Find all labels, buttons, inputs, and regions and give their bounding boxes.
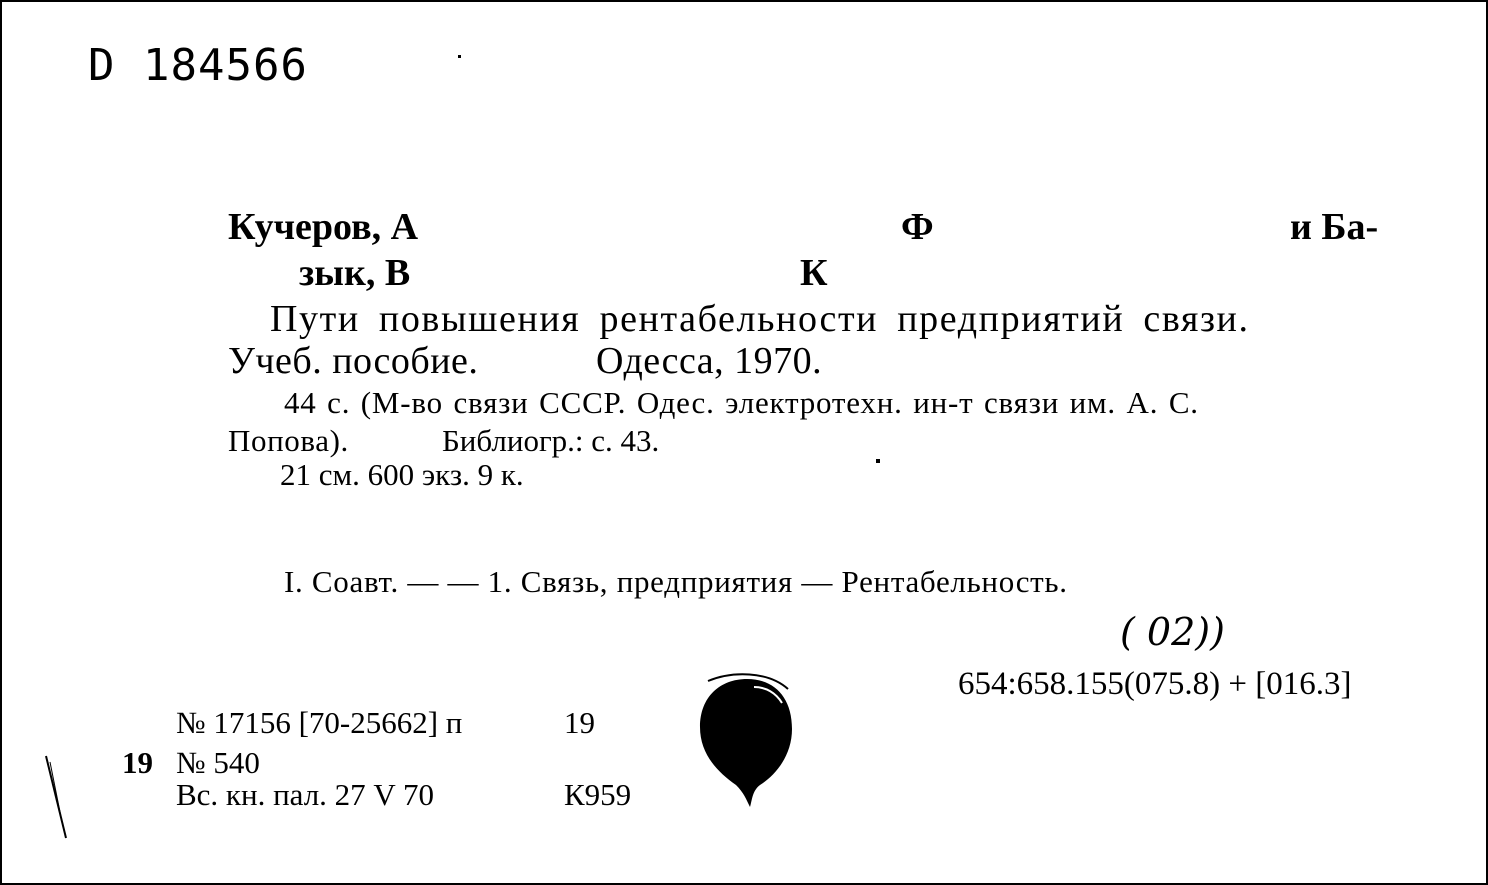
footer-line-3-right: К959 [564, 777, 632, 812]
classification-number: 654:658.155(075.8) + [016.3] [958, 666, 1352, 702]
author-heading: Кучеров, А [228, 206, 419, 248]
place-year: Одесса, 1970. [596, 340, 823, 382]
coauthor-continuation: зык, В [299, 252, 411, 294]
speck-1 [458, 55, 461, 58]
handwritten-note: ( 02)) [1120, 610, 1225, 654]
footer-line-1-right: 19 [564, 705, 595, 740]
title-line-1: Пути повышения рентабельности предприятий связи. [270, 298, 1250, 340]
coauthor-heading: и Ба- [1290, 206, 1379, 248]
footer-line-2-text: № 540 [176, 745, 260, 780]
speck-2 [876, 459, 880, 463]
physical-description-2b: Библиогр.: с. 43. [442, 423, 660, 458]
tracings: I. Соавт. — — 1. Связь, предприятия — Рентабельность. [284, 564, 1068, 599]
physical-description-1: 44 с. (М-во связи СССР. Одес. электротехн. ин-т связи им. А. С. [284, 385, 1199, 420]
ink-blot-icon [692, 667, 802, 812]
call-number: D 184566 [88, 40, 308, 91]
footer-line-2-prefix: 19 [122, 745, 153, 780]
footer-line-3-left: Вс. кн. пал. 27 V 70 [176, 777, 435, 812]
physical-description-3: 21 см. 600 экз. 9 к. [280, 457, 524, 492]
physical-description-2a: Попова). [228, 423, 349, 458]
scan-mark [42, 752, 72, 842]
title-line-2: Учеб. пособие. [228, 340, 479, 382]
footer-line-1-left: № 17156 [70-25662] п [176, 705, 463, 740]
author-initial-f: Ф [901, 206, 934, 248]
coauthor-initial-k: К [800, 252, 828, 294]
